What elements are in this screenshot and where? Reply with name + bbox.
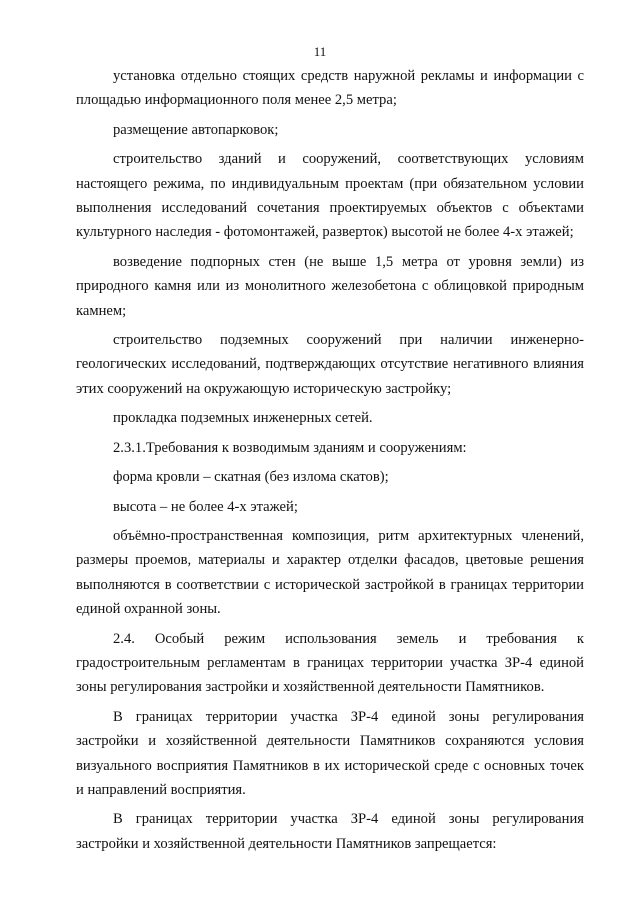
paragraph-retaining-walls: возведение подпорных стен (не выше 1,5 метра от уровня земли) из природного камня или из монолитного железобетона с облицовкой природным камнем; bbox=[76, 253, 584, 319]
document-body bbox=[76, 64, 584, 856]
paragraph-construction: строительство зданий и сооружений, соответствующих условиям настоящего режима, по индивидуальным проектам (при обязательном условии выполнения исследований сочетания проектируемых объектов с объектами культурного наследия - фотомонтажей, разверток) высотой не более 4-х этажей; bbox=[76, 151, 584, 241]
paragraph-prohibited: В границах территории участка ЗР-4 единой зоны регулирования застройки и хозяйственной деятельности Памятников запрещается: bbox=[76, 811, 584, 852]
page-number: 11 bbox=[313, 44, 327, 59]
section-heading-2-4: 2.4. Особый режим использования земель и требования к градостроительным регламентам в границах территории участка ЗР-4 единой зоны регулирования застройки и хозяйственной деятельности Памятников. bbox=[76, 630, 584, 696]
paragraph-advertising: установка отдельно стоящих средств наружной рекламы и информации с площадью информационного поля менее 2,5 метра; bbox=[76, 68, 584, 109]
paragraph-height: высота – не более 4-х этажей; bbox=[113, 498, 298, 515]
paragraph-composition: объёмно-пространственная композиция, ритм архитектурных членений, размеры проемов, материалы и характер отделки фасадов, цветовые решения выполняются в соответствии с исторической застройкой в границах территории единой охранной зоны. bbox=[76, 527, 584, 618]
paragraph-roof-form: форма кровли – скатная (без излома скатов); bbox=[113, 469, 389, 486]
section-heading-2-3-1: 2.3.1.Требования к возводимым зданиям и сооружениям: bbox=[113, 439, 467, 456]
paragraph-visual-perception: В границах территории участка ЗР-4 единой зоны регулирования застройки и хозяйственной деятельности Памятников сохраняются условия визуального восприятия Памятников в их исторической среде с основных точек и направлений восприятия. bbox=[76, 708, 584, 798]
paragraph-underground-structures: строительство подземных сооружений при наличии инженерно-геологических исследований, подтверждающих отсутствие негативного влияния этих сооружений на окружающую историческую застройку; bbox=[76, 332, 584, 397]
paragraph-underground-networks: прокладка подземных инженерных сетей. bbox=[113, 410, 373, 427]
paragraph-parking: размещение автопарковок; bbox=[113, 121, 279, 138]
